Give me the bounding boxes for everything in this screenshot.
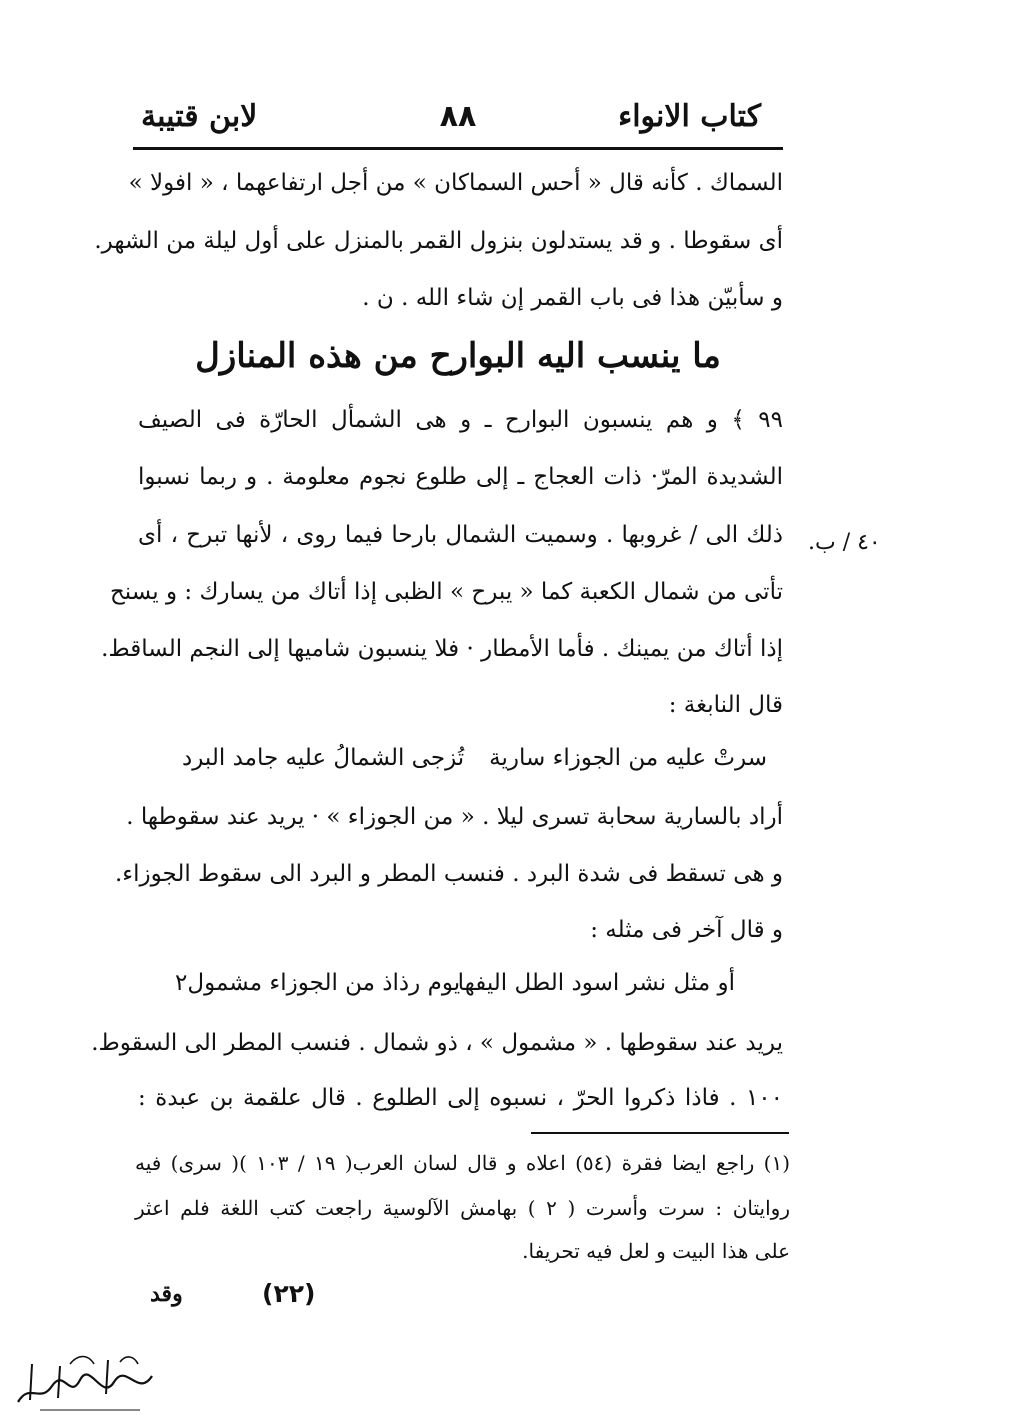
paragraph-line: تأتى من شمال الكعبة كما « يبرح » الظبى إذا أتاك من يسارك : و يسنح (109, 579, 783, 605)
text-line: و قال آخر فى مثله : (590, 917, 783, 943)
text-line: يريد عند سقوطها . « مشمول » ، ذو شمال . فنسب المطر الى السقوط. (91, 1030, 783, 1056)
page-number: ٨٨ (439, 99, 477, 134)
signature-mark: (٢٢) (262, 1279, 316, 1308)
paragraph-line: قال النابغة : (668, 692, 783, 718)
page-header (133, 95, 783, 150)
paragraph-line: ٩٩ ﴾ و هم ينسبون البوارح ـ و هى الشمأل الحارّة فى الصيف (138, 407, 783, 433)
footnote-divider (531, 1132, 789, 1134)
paragraph-line: ذلك الى / غروبها . وسميت الشمال بارحا فيما روى ، لأنها تبرح ، أى (138, 522, 783, 548)
text-line: أراد بالسارية سحابة تسرى ليلا . « من الجوزاء » · يريد عند سقوطها . (126, 804, 783, 830)
text-line: ١٠٠ . فاذا ذكروا الحرّ ، نسبوه إلى الطلوع . قال علقمة بن عبدة : (138, 1085, 783, 1111)
catchword: وقد (150, 1281, 183, 1307)
text-line: و سأبيّن هذا فى باب القمر إن شاء الله . ن . (362, 285, 783, 311)
running-title-author: لابن قتيبة (141, 99, 258, 134)
footnote-line: (١) راجع ايضا فقرة (٥٤) اعلاه و قال لسان العرب( ١٩ / ١٠٣ )( سرى) فيه (135, 1151, 791, 1175)
verse-second-half: تُزجى الشمالُ عليه جامد البرد (182, 745, 465, 771)
calligraphy-stamp (10, 1342, 160, 1417)
paragraph-line: الشديدة المرّ· ذات العجاج ـ إلى طلوع نجوم معلومة . و ربما نسبوا (138, 464, 783, 490)
text-line: السماك . كأنه قال « أحس السماكان » من أجل ارتفاعهما ، « افولا » (128, 170, 783, 196)
verse-first-half: أو مثل نشر اسود الطل اليفها (457, 970, 735, 996)
text-line: أى سقوطا . و قد يستدلون بنزول القمر بالمنزل على أول ليلة من الشهر. (94, 228, 783, 254)
footnote-line: روايتان : سرت وأسرت ( ٢ ) بهامش الآلوسية راجعت كتب اللغة فلم اعثر (135, 1196, 790, 1220)
verse-first-half: سرتْ عليه من الجوزاء سارية (489, 745, 767, 771)
paragraph-line: إذا أتاك من يمينك . فأما الأمطار · فلا ينسبون شاميها إلى النجم الساقط. (101, 636, 783, 662)
section-title: ما ينسب اليه البوارح من هذه المنازل (195, 336, 721, 376)
running-title-book: كتاب الانواء (618, 99, 761, 134)
text-line: و هى تسقط فى شدة البرد . فنسب المطر و البرد الى سقوط الجوزاء. (114, 861, 783, 887)
verse-second-half: يوم رذاذ من الجوزاء مشمول٢ (175, 970, 461, 996)
footnote-line: على هذا البيت و لعل فيه تحريفا. (522, 1239, 790, 1263)
margin-folio-note: ٤٠ / ب. (808, 530, 881, 555)
